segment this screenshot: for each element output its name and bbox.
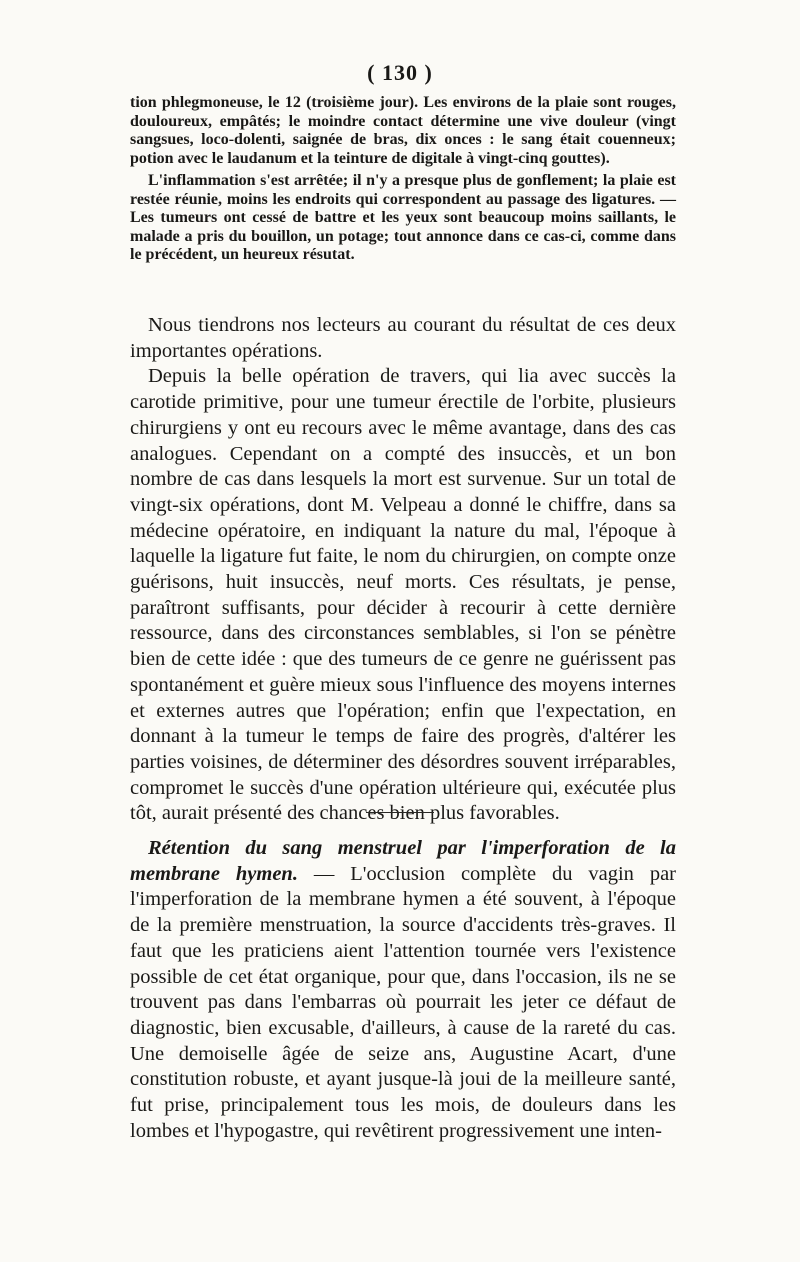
observation-section (130, 94, 676, 265)
paragraph (130, 836, 676, 1144)
paragraph: Depuis la belle opération de travers, qui lia avec succès la carotide primitive, pour une tumeur érectile de l'orbite, plusieurs chirurgiens y ont eu recours avec le même avantage, dans des cas analogues. Cependant on a compté des insuccès, et un bon nombre de cas dans lesquels la mort est survenue. Sur un total de vingt-six opérations, dont M. Velpeau a donné le chiffre, dans sa médecine opératoire, en indiquant la nature du mal, l'époque à laquelle la ligature fut faite, le nom du chirurgien, on compte onze guérisons, huit insuccès, neuf morts. Ces résultats, je pense, paraîtront suffisants, pour décider à recourir à cette dernière ressource, dans des circonstances semblables, si l'on se pénètre bien de cette idée : que des tumeurs de ce genre ne guérissent pas spontanément et guère mieux sous l'influence des moyens internes et externes autres que l'opération; enfin que l'expectation, en donnant à la tumeur le temps de faire des progrès, d'altérer les parties voisines, de déterminer des désordres souvent irréparables, compromet le succès d'une opération ultérieure qui, exécutée plus tôt, aurait présenté des chances bien plus favorables. (130, 365, 676, 825)
paragraph: L'inflammation s'est arrêtée; il n'y a presque plus de gonflement; la plaie est restée réunie, moins les endroits qui correspondent au passage des ligatures. — Les tumeurs ont cessé de battre et les yeux sont beaucoup moins saillants, le malade a pris du bouillon, un potage; tout annonce dans ce cas-ci, comme dans le précédent, un heureux résutat. (130, 172, 676, 263)
section-title: Rétention du sang menstruel par l'imperforation de la membrane hymen. (130, 837, 676, 885)
retention-section (130, 836, 676, 1144)
paragraph: Nous tiendrons nos lecteurs au courant du résultat de ces deux importantes opérations. (130, 314, 676, 362)
section-divider (366, 812, 434, 813)
section-text: — L'occlusion complète du vagin par l'imperforation de la membrane hymen a été souvent, à l'époque de la première menstruation, la source d'accidents très-graves. Il faut que les praticiens aient l'attention tournée vers l'existence possible de cet état organique, pour que, dans l'occasion, ils ne se trouvent pas dans l'embarras où pourrait les jeter ce défaut de diagnostic, bien excusable, d'ailleurs, à cause de la rareté du cas. Une demoiselle âgée de seize ans, Augustine Acart, d'une constitution robuste, et ayant jusque-là joui de la meilleure santé, fut prise, principalement tous les mois, de douleurs dans les lombes et l'hypogastre, qui revêtirent progressivement une inten- (130, 862, 676, 1142)
paragraph: tion phlegmoneuse, le 12 (troisième jour). Les environs de la plaie sont rouges, douloureux, empâtés; le moindre contact détermine une vive douleur (vingt sangsues, loco-dolenti, saignée de bras, dix onces : le sang était couenneux; potion avec le laudanum et la teinture de digitale à vingt-cinq gouttes). (130, 94, 676, 167)
page-number: ( 130 ) (367, 60, 433, 85)
commentary-section (130, 313, 676, 827)
